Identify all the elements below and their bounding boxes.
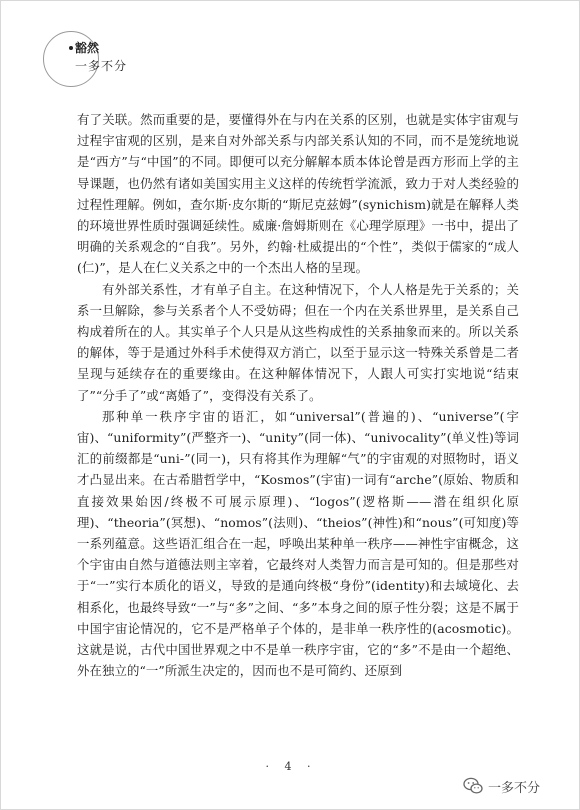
watermark-text: 一多不分 <box>488 780 541 796</box>
paragraph-3: 那种单一秩序宇宙的语汇，如“universal”(普遍的)、“universe”(宇宙)、“uniformity”(严整齐一)、“unity”(同一体)、“univocality”(单义性)等词汇的前缀都是“uni-”(同一)，只有将其作为理解“气”的宇宙观的对照物时，语义才凸显出来。在古希腊哲学中，“Kosmos”(宇宙)一词有“arche”(原始、物质和直接效果始因/终极不可展示原理)、“logos”(逻格斯——潜在组织化原理)、“theoria”(冥想)、“nomos”(法则)、“theios”(神性)和“nous”(可知度)等一系列蕴意。这些语汇组合在一起，呼唤出某种单一秩序——神性宇宙概念，这个宇宙由自然与道德法则主宰着，它最终对人类智力而言是可知的。但是那些对于“一”实行本质化的语义，导致的是通向终极“身份”(identity)和去域境化、去相系化，也最终导致“一”与“多”之间、“多”本身之间的原子性分裂；这是不属于中国宇宙论情况的，它不是严格单子个体的，是非单一秩序性的(acosmotic)。这就是说，古代中国世界观之中不是单一秩序宇宙，它的“多”不是由一个超绝、外在独立的“一”所派生决定的，因而也不是可简约、还原到 <box>77 408 519 679</box>
paragraph-1: 有了关联。然而重要的是，要懂得外在与内在关系的区别，也就是实体宇宙观与过程宇宙观的区别，是来自对外部关系与内部关系认知的不同，而不是笼统地说是“西方”与“中国”的不同。即便可以充分解解本质本体论曾是西方形而上学的主导课题，也仍然有诸如美国实用主义这样的传统哲学流派，致力于对人类经验的过程性理解。例如，查尔斯·皮尔斯的“斯尼克兹姆”(synichism)就是在解释人类的环境世界性质时强调延续性。威廉·詹姆斯则在《心理学原理》一书中，提出了明确的关系观念的“自我”。另外，约翰·杜威提出的“个性”，类似于儒家的“成人(仁)”，是人在仁义关系之中的一个杰出人格的呈现。 <box>77 112 519 276</box>
header-bullet-dot <box>69 46 73 50</box>
body-text <box>77 109 519 681</box>
watermark <box>463 771 540 801</box>
header-subtitle: 一多不分 <box>75 59 128 73</box>
paragraph-2: 有外部关系性，才有单子自主。在这种情况下，个人人格是先于关系的；关系一旦解除，参与关系者个人不受妨碍；但在一个内在关系世界里，是关系自己构成着所在的人。其实单子个人只是从这些构成性的关系抽象而来的。所以关系的解体，等于是通过外科手术使得双方消亡，以至于显示这一特殊关系曾是二者呈现与延续存在的重要缘由。在这种解体情况下，人跟人可实打实地说“结束了”“分手了”或“离婚了”，变得没有关系了。 <box>77 281 519 403</box>
wechat-icon <box>463 777 483 795</box>
page-number: · 4 · <box>265 760 317 773</box>
header-title: 豁然 <box>75 41 100 55</box>
